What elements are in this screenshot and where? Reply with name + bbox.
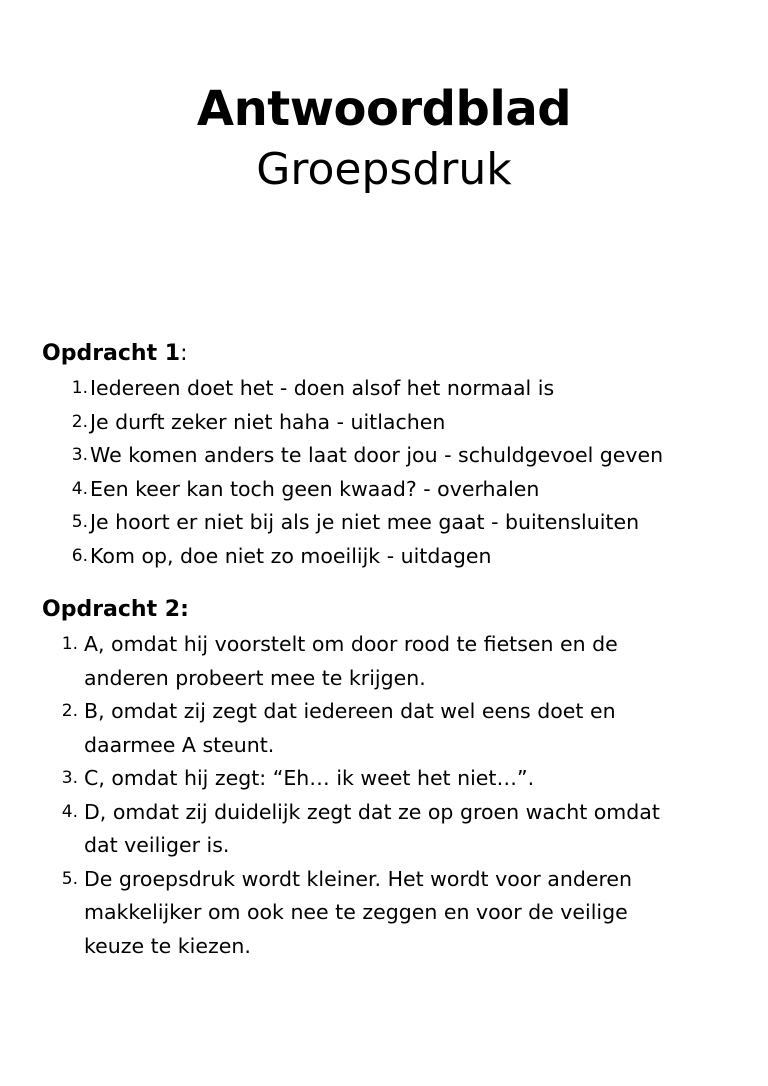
list-item-number: 1. [61, 634, 78, 654]
list-item-number: 3. [71, 445, 88, 465]
list-item [42, 540, 742, 574]
list-item-number: 2. [61, 701, 78, 721]
list-item-number: 6. [71, 545, 88, 566]
list-item-text: A, omdat hij voorstelt om door rood te fietsen en de anderen probeert mee te krijgen. [84, 632, 618, 690]
list-item-text: B, omdat zij zegt dat iedereen dat wel eens doet en daarmee A steunt. [84, 699, 616, 757]
opdracht-2-list [42, 628, 742, 963]
opdracht-2-section [42, 594, 742, 963]
opdracht-2-heading [42, 594, 742, 626]
list-item [42, 796, 742, 863]
list-item-number: 3. [61, 768, 78, 788]
list-item [42, 439, 742, 473]
list-item-number: 4. [71, 478, 88, 499]
list-item-number: 5. [61, 868, 78, 889]
list-item [42, 863, 742, 964]
opdracht-1-section [42, 338, 742, 573]
page-subtitle: Groepsdruk [256, 144, 512, 195]
list-item [42, 695, 742, 762]
list-item-number: 2. [71, 411, 88, 432]
list-item-number: 1. [71, 378, 88, 398]
page-title: Antwoordblad [196, 81, 572, 137]
list-item-text: Iedereen doet het - doen alsof het normaal is [90, 376, 555, 400]
list-item-number: 5. [71, 512, 88, 532]
list-item [42, 473, 742, 507]
list-item [42, 762, 742, 796]
list-item-text: Je durft zeker niet haha - uitlachen [90, 409, 446, 434]
list-item-text: Kom op, doe niet zo moeilijk - uitdagen [90, 543, 492, 568]
opdracht-1-heading [42, 338, 742, 370]
opdracht-1-heading-colon: : [180, 341, 188, 366]
list-item-number: 4. [61, 801, 78, 822]
opdracht-1-heading-label: Opdracht 1 [42, 341, 181, 366]
list-item-text: We komen anders te laat door jou - schuldgevoel geven [90, 443, 664, 467]
list-item [42, 406, 742, 440]
list-item-text: Je hoort er niet bij als je niet mee gaat - buitensluiten [90, 510, 640, 534]
list-item [42, 628, 742, 695]
list-item-text: D, omdat zij duidelijk zegt dat ze op groen wacht omdat dat veiliger is. [84, 799, 660, 857]
list-item-text: Een keer kan toch geen kwaad? - overhalen [90, 476, 540, 501]
list-item-text: De groepsdruk wordt kleiner. Het wordt voor anderen makkelijker om ook nee te zeggen en voor de veilige keuze te kiezen. [84, 866, 633, 958]
opdracht-1-list [42, 372, 742, 573]
list-item [42, 506, 742, 540]
opdracht-2-heading-label: Opdracht 2: [42, 597, 189, 622]
list-item-text: C, omdat hij zegt: “Eh… ik weet het niet…”. [84, 766, 535, 790]
list-item [42, 372, 742, 406]
page-title-block [0, 78, 768, 200]
